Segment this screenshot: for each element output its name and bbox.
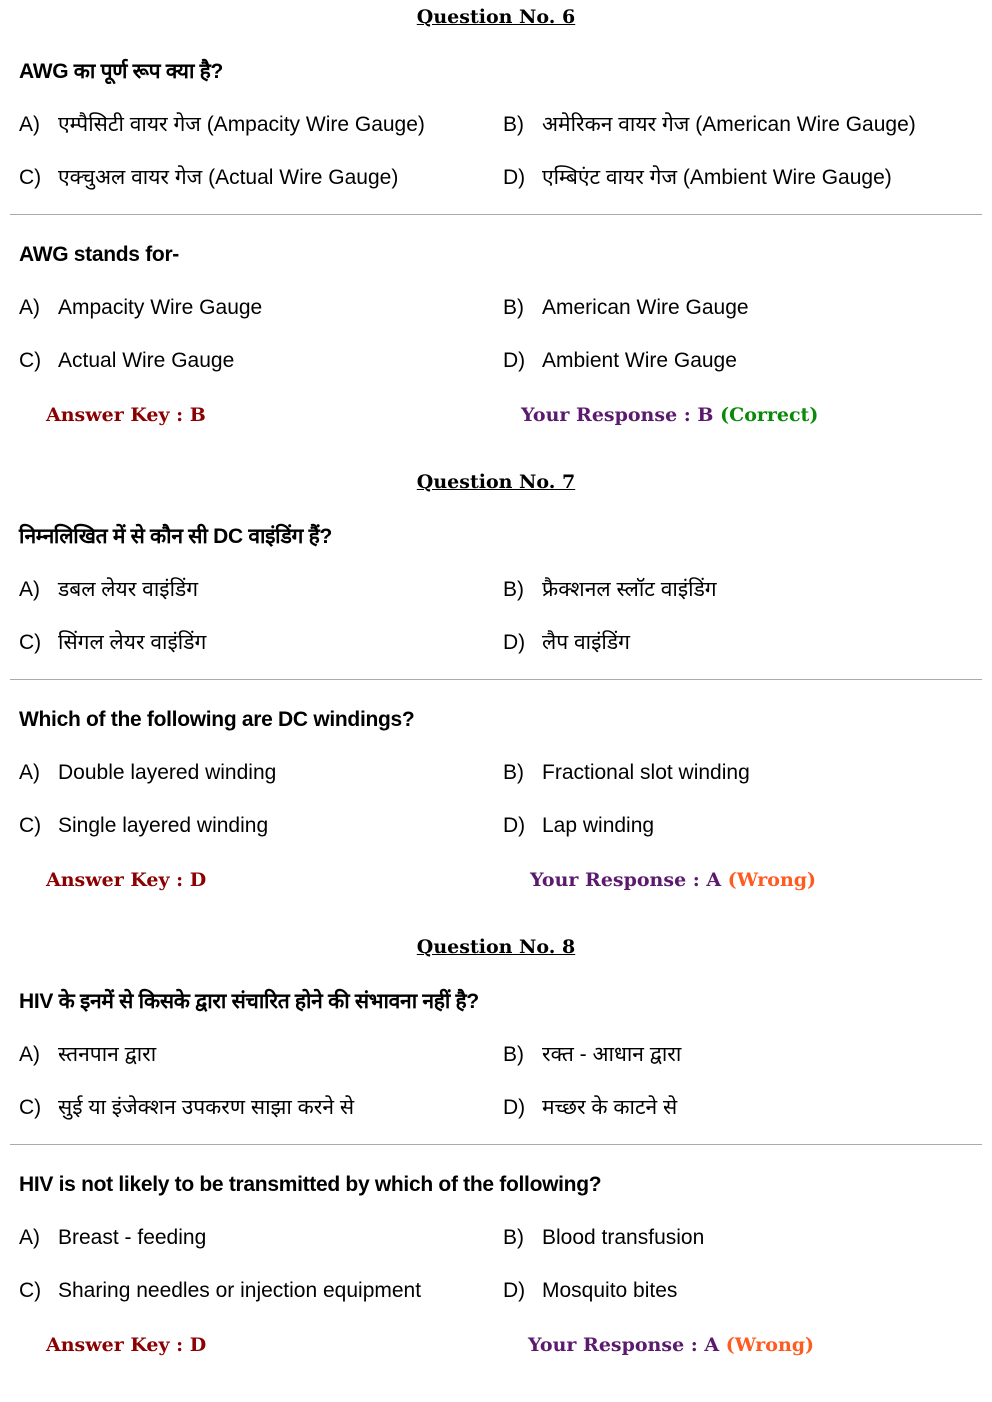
option-label: C) [19,1279,42,1302]
question-block [0,0,992,465]
option-label: C) [19,166,42,189]
option-label: D) [503,1279,526,1302]
option-text: Mosquito bites [542,1279,678,1302]
option-item [503,1043,681,1067]
question-text: निम्नलिखित में से कौन सी DC वाइंडिंग हैं? [19,525,332,548]
option-label: A) [19,1043,40,1066]
option-item [19,166,398,190]
option-text: Ambient Wire Gauge [542,349,737,372]
option-text: सुई या इंजेक्शन उपकरण साझा करने से [58,1096,355,1119]
option-text: मच्छर के काटने से [542,1096,678,1119]
option-item [19,631,206,655]
option-label: D) [503,814,526,837]
option-text: Breast - feeding [58,1226,207,1249]
option-item [503,578,717,602]
option-label: A) [19,578,40,601]
question-text: Which of the following are DC windings? [19,708,415,731]
option-text: Single layered winding [58,814,269,837]
option-label: B) [503,1226,524,1249]
option-label: C) [19,814,42,837]
hindi-section [19,990,979,1119]
english-section [19,708,979,837]
option-text: रक्त - आधान द्वारा [542,1043,682,1066]
question-text: HIV is not likely to be transmitted by which of the following? [19,1173,602,1196]
response-status: (Correct) [720,404,819,426]
question-text: AWG का पूर्ण रूप क्या है? [19,60,223,83]
option-label: D) [503,1096,526,1119]
response-value: Your Response : B [521,404,714,426]
option-text: लैप वाइंडिंग [542,631,630,654]
your-response [528,1334,814,1356]
english-section [19,243,979,372]
option-item [503,1096,677,1120]
option-label: A) [19,296,40,319]
option-label: B) [503,578,524,601]
option-item [503,349,737,373]
option-item [19,578,198,602]
option-label: B) [503,761,524,784]
option-text: Fractional slot winding [542,761,750,784]
option-text: Actual Wire Gauge [58,349,235,372]
option-item [19,1096,354,1120]
hindi-section [19,60,979,189]
answer-key: Answer Key : D [46,1334,207,1356]
section-divider [10,214,982,215]
option-label: A) [19,761,40,784]
option-item [19,349,234,373]
option-item [503,296,749,320]
question-number: Question No. 6 [416,6,576,28]
response-value: Your Response : A [528,1334,720,1356]
response-status: (Wrong) [727,869,817,891]
option-text: American Wire Gauge [542,296,749,319]
question-block [0,465,992,930]
option-label: A) [19,113,40,136]
option-label: D) [503,166,526,189]
option-text: अमेरिकन वायर गेज (American Wire Gauge) [542,113,916,136]
option-item [19,814,268,838]
your-response [521,404,818,426]
question-block [0,930,992,1395]
option-text: डबल लेयर वाइंडिंग [58,578,199,601]
option-item [19,1279,421,1303]
option-item [19,1043,156,1067]
option-label: D) [503,631,526,654]
option-label: B) [503,113,524,136]
question-number: Question No. 7 [416,471,576,493]
option-item [503,1279,677,1303]
your-response [530,869,816,891]
answer-key: Answer Key : B [46,404,206,426]
option-item [19,761,276,785]
option-text: Lap winding [542,814,655,837]
question-text: AWG stands for- [19,243,180,266]
option-text: एक्चुअल वायर गेज (Actual Wire Gauge) [58,166,399,189]
option-item [19,113,425,137]
option-item [503,166,892,190]
response-value: Your Response : A [530,869,722,891]
option-item [503,113,916,137]
option-label: B) [503,1043,524,1066]
option-label: C) [19,1096,42,1119]
option-label: A) [19,1226,40,1249]
option-item [503,814,654,838]
option-item [503,631,630,655]
option-label: D) [503,349,526,372]
option-text: एम्बिएंट वायर गेज (Ambient Wire Gauge) [542,166,892,189]
option-label: B) [503,296,524,319]
option-text: Sharing needles or injection equipment [58,1279,422,1302]
option-text: एम्पैसिटी वायर गेज (Ampacity Wire Gauge) [58,113,425,136]
english-section [19,1173,979,1302]
option-text: स्तनपान द्वारा [58,1043,157,1066]
option-item [19,296,262,320]
section-divider [10,679,982,680]
response-status: (Wrong) [725,1334,815,1356]
answer-key: Answer Key : D [46,869,207,891]
option-text: फ्रैक्शनल स्लॉट वाइंडिंग [542,578,717,601]
option-text: सिंगल लेयर वाइंडिंग [58,631,207,654]
option-label: C) [19,349,42,372]
option-text: Blood transfusion [542,1226,705,1249]
option-text: Ampacity Wire Gauge [58,296,263,319]
hindi-section [19,525,979,654]
section-divider [10,1144,982,1145]
option-item [503,1226,704,1250]
option-item [19,1226,206,1250]
option-text: Double layered winding [58,761,277,784]
question-number: Question No. 8 [416,936,576,958]
option-label: C) [19,631,42,654]
option-item [503,761,750,785]
question-text: HIV के इनमें से किसके द्वारा संचारित होने की संभावना नहीं है? [19,990,479,1013]
